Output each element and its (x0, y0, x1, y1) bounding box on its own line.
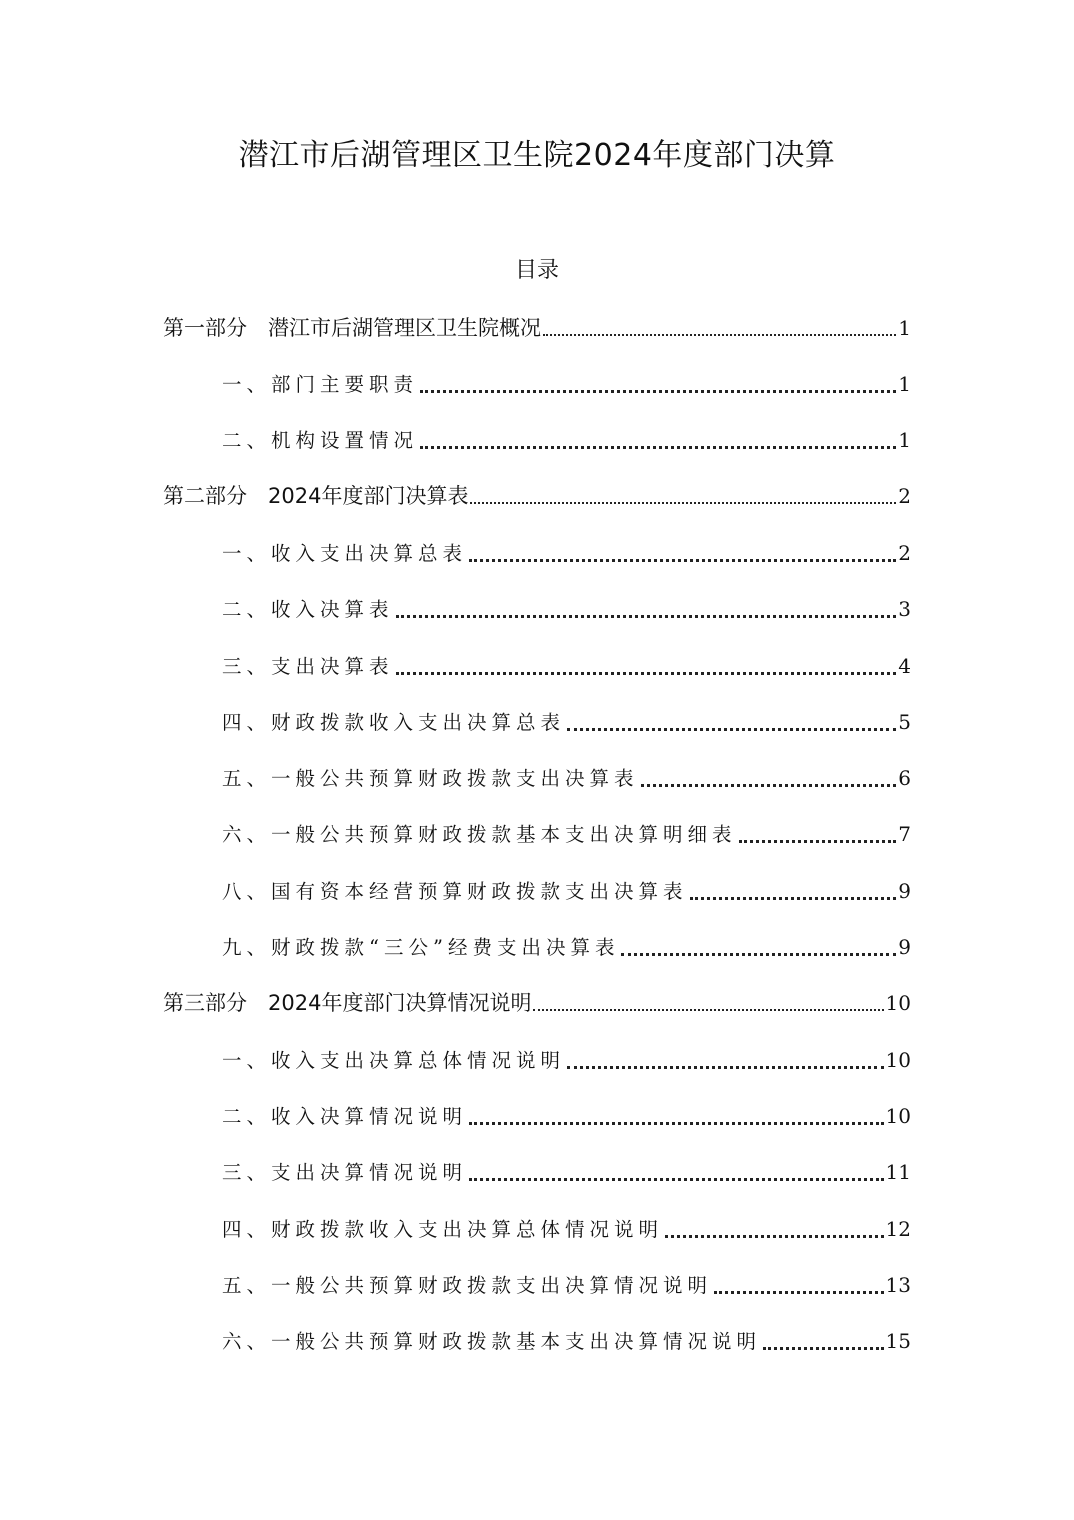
toc-dot-leader (420, 446, 896, 449)
toc-page-number: 10 (885, 991, 911, 1015)
toc-dot-leader (469, 559, 896, 562)
toc-entry-text: 九、财政拨款“三公”经费支出决算表 (222, 936, 620, 959)
toc-dot-leader (469, 1122, 884, 1125)
toc-entry-text: 第一部分 潜江市后湖管理区卫生院概况 (163, 316, 541, 340)
toc-entry-sub[interactable] (222, 648, 911, 684)
toc-page-number: 10 (885, 1104, 911, 1128)
toc-entry-text: 一、收入支出决算总体情况说明 (222, 1049, 566, 1072)
toc-entry-sub[interactable] (222, 816, 911, 852)
toc-page-number: 9 (898, 879, 911, 903)
toc-page-number: 10 (885, 1048, 911, 1072)
toc-page-number: 15 (885, 1329, 911, 1353)
toc-dot-leader (739, 840, 897, 843)
toc-entry-text: 二、收入决算情况说明 (222, 1105, 468, 1128)
toc-page-number: 13 (885, 1273, 911, 1297)
toc-entry-sub[interactable] (222, 1154, 911, 1190)
toc-entry-text: 一、部门主要职责 (222, 373, 419, 396)
toc-entry-sub[interactable] (222, 1267, 911, 1303)
toc-entry-sub[interactable] (222, 591, 911, 627)
toc-entry-text: 三、支出决算表 (222, 655, 394, 678)
toc-entry-sub[interactable] (222, 1098, 911, 1134)
toc-page-number: 1 (898, 428, 911, 452)
toc-dot-leader (714, 1291, 884, 1294)
toc-dot-leader (567, 728, 896, 731)
toc-page-number: 2 (898, 541, 911, 565)
toc-dot-leader (665, 1235, 884, 1238)
toc-page-number: 5 (898, 710, 911, 734)
toc-entry-text: 二、机构设置情况 (222, 429, 419, 452)
toc-entry-sub[interactable] (222, 366, 911, 402)
toc-heading: 目录 (514, 258, 559, 283)
toc-dot-leader (469, 1178, 884, 1181)
toc-entry-sub[interactable] (222, 422, 911, 458)
toc-dot-leader (567, 1066, 884, 1069)
toc-dot-leader (533, 1009, 883, 1011)
toc-entry-text: 三、支出决算情况说明 (222, 1161, 468, 1184)
toc-dot-leader (763, 1347, 884, 1350)
toc-entry-text: 一、收入支出决算总表 (222, 542, 468, 565)
toc-entry-sub[interactable] (222, 1042, 911, 1078)
toc-entry-sub[interactable] (222, 1323, 911, 1359)
toc-dot-leader (641, 784, 897, 787)
toc-dot-leader (470, 502, 896, 504)
toc-entry-sub[interactable] (222, 873, 911, 909)
toc-page-number: 1 (898, 372, 911, 396)
toc-entry-text: 六、一般公共预算财政拨款基本支出决算情况说明 (222, 1330, 762, 1353)
toc-page-number: 6 (898, 766, 911, 790)
toc-dot-leader (396, 615, 897, 618)
toc-entry-sub[interactable] (222, 1211, 911, 1247)
document-title: 潜江市后湖管理区卫生院2024年度部门决算 (238, 138, 836, 173)
toc-entry-sub[interactable] (222, 929, 911, 965)
toc-entry-sub[interactable] (222, 535, 911, 571)
toc-page-number: 3 (898, 597, 911, 621)
toc-entry-text: 四、财政拨款收入支出决算总表 (222, 711, 566, 734)
toc-entry-sub[interactable] (222, 760, 911, 796)
toc-entry-text: 五、一般公共预算财政拨款支出决算表 (222, 767, 639, 790)
toc-page-number: 12 (885, 1217, 911, 1241)
toc-entry-part-2[interactable] (163, 478, 911, 514)
toc-entry-text: 二、收入决算表 (222, 598, 394, 621)
toc-page-number: 9 (898, 935, 911, 959)
toc-dot-leader (543, 334, 896, 336)
toc-entry-part-3[interactable] (163, 985, 911, 1021)
toc-entry-text: 五、一般公共预算财政拨款支出决算情况说明 (222, 1274, 713, 1297)
toc-entry-text: 六、一般公共预算财政拨款基本支出决算明细表 (222, 823, 737, 846)
toc-entry-sub[interactable] (222, 704, 911, 740)
toc-page-number: 4 (898, 654, 911, 678)
toc-page-number: 2 (898, 484, 911, 508)
toc-entry-text: 第三部分 2024年度部门决算情况说明 (163, 991, 532, 1015)
toc-page-number: 1 (898, 316, 911, 340)
toc-entry-text: 四、财政拨款收入支出决算总体情况说明 (222, 1218, 664, 1241)
toc-entry-text: 第二部分 2024年度部门决算表 (163, 484, 469, 508)
toc-entry-text: 八、国有资本经营预算财政拨款支出决算表 (222, 880, 688, 903)
toc-dot-leader (690, 897, 897, 900)
toc-dot-leader (396, 672, 897, 675)
toc-page-number: 7 (898, 822, 911, 846)
toc-entry-part-1[interactable] (163, 310, 911, 346)
toc-page-number: 11 (885, 1160, 911, 1184)
toc-dot-leader (420, 390, 896, 393)
toc-dot-leader (621, 953, 896, 956)
